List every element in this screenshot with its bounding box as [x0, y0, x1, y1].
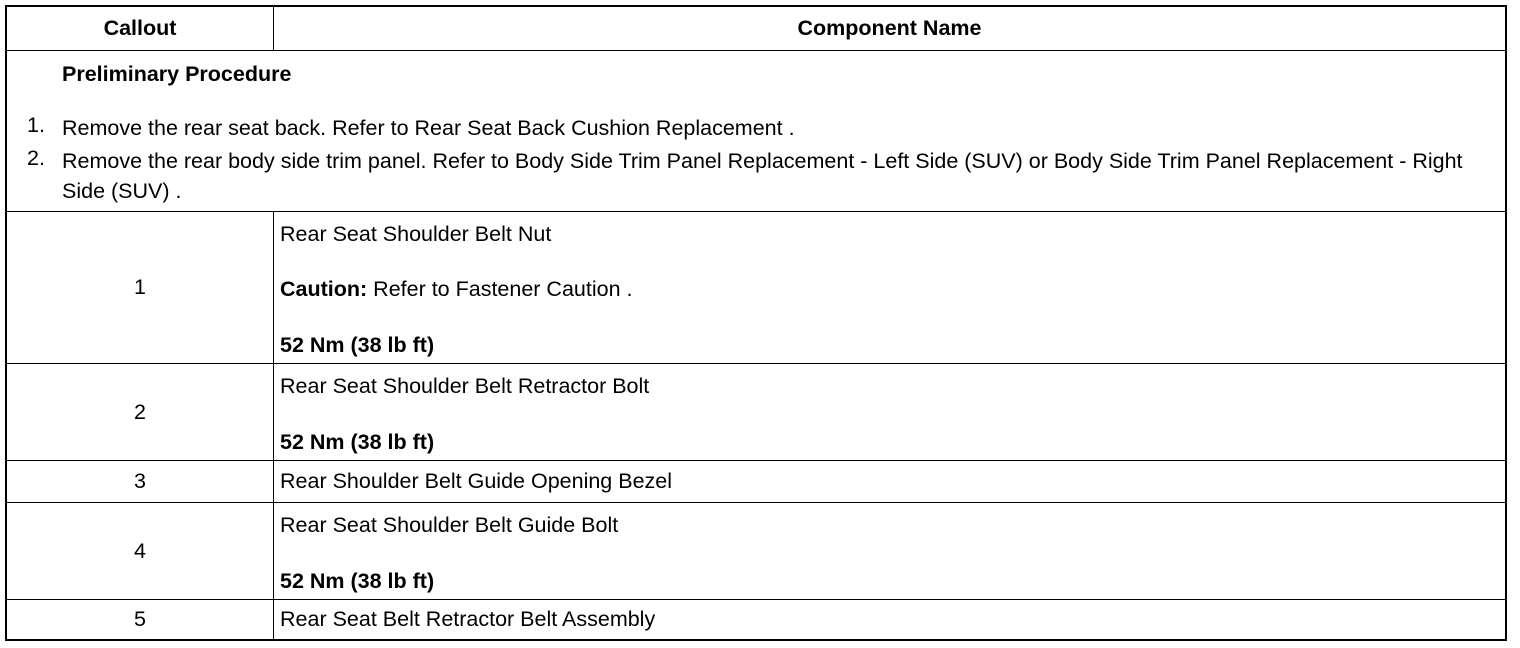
component-cell: [274, 461, 1505, 502]
callout-number: 1: [134, 275, 146, 299]
header-component-cell: [274, 7, 1505, 50]
header-component-name: Component Name: [797, 16, 982, 40]
torque-spec: 52 Nm (38 lb ft): [280, 430, 435, 454]
torque-spec: 52 Nm (38 lb ft): [280, 333, 435, 357]
preliminary-title: Preliminary Procedure: [62, 62, 292, 86]
header-callout: Callout: [103, 16, 177, 40]
callout-cell: [7, 503, 274, 599]
callout-cell: [7, 364, 274, 460]
step-text: Remove the rear seat back. Refer to Rear Seat Back Cushion Replacement .: [62, 116, 795, 140]
component-cell: [274, 212, 1505, 363]
callout-number: 5: [134, 607, 146, 631]
caution-label: Caution:: [280, 277, 368, 301]
caution-text: Refer to Fastener Caution .: [367, 277, 633, 301]
callout-cell: [7, 461, 274, 502]
table-row: [7, 364, 1505, 461]
component-table: [5, 5, 1507, 641]
preliminary-procedure: [7, 51, 1505, 212]
component-name: Rear Seat Shoulder Belt Nut: [280, 222, 552, 246]
callout-number: 3: [134, 469, 146, 493]
step-number: 1.: [27, 113, 45, 137]
component-name: Rear Seat Belt Retractor Belt Assembly: [280, 607, 656, 631]
component-cell: [274, 503, 1505, 599]
torque-spec: 52 Nm (38 lb ft): [280, 569, 435, 593]
callout-cell: [7, 600, 274, 639]
callout-number: 2: [134, 399, 146, 424]
component-name: Rear Shoulder Belt Guide Opening Bezel: [280, 469, 673, 493]
table-row: [7, 503, 1505, 600]
header-callout-cell: [7, 7, 274, 50]
table-row: [7, 212, 1505, 364]
component-name: Rear Seat Shoulder Belt Guide Bolt: [280, 513, 619, 537]
table-row: [7, 600, 1505, 639]
component-cell: [274, 600, 1505, 639]
table-row: [7, 461, 1505, 503]
table-header-row: [7, 7, 1505, 51]
component-cell: [274, 364, 1505, 460]
step-number: 2.: [27, 146, 45, 170]
callout-cell: [7, 212, 274, 363]
caution-note: [280, 277, 632, 302]
callout-number: 4: [134, 538, 146, 563]
component-name: Rear Seat Shoulder Belt Retractor Bolt: [280, 374, 650, 398]
step-text: Remove the rear body side trim panel. Refer to Body Side Trim Panel Replacement - Left Side (SUV) or Body Side Trim Panel Replacement - Right Side (SUV) .: [62, 149, 1463, 203]
